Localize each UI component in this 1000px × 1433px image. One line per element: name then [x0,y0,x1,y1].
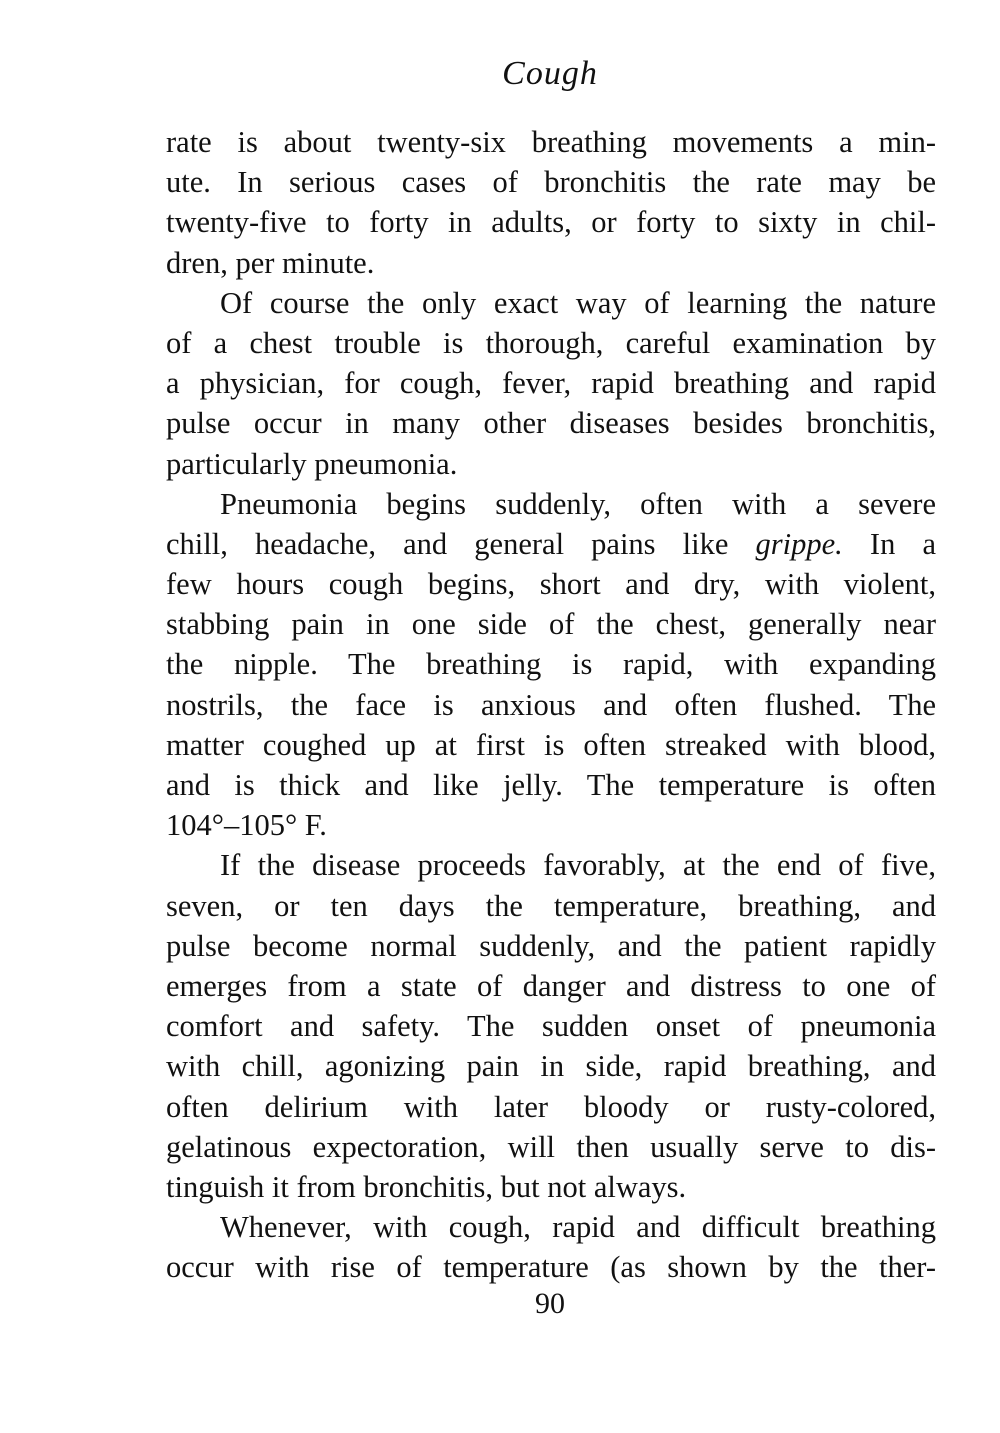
text-line [166,524,936,564]
text-line: Pneumonia begins suddenly, often with a severe [220,486,936,521]
text-line: matter coughed up at first is often streaked with blood, [166,727,936,762]
text-line: If the disease proceeds favorably, at the end of five, [220,848,936,883]
text-line: tinguish it from bronchitis, but not always. [166,1169,687,1204]
page-number: 90 [535,1287,565,1320]
text-line: often delirium with later bloody or rusty-colored, [166,1089,936,1124]
text-line: dren, per minute. [166,245,375,280]
text-line: nostrils, the face is anxious and often flushed. The [166,687,936,722]
text-line: of a chest trouble is thorough, careful examination by [166,325,936,360]
text-line: seven, or ten days the temperature, breathing, and [166,888,936,923]
text-line: the nipple. The breathing is rapid, with expanding [166,647,936,682]
paragraph [166,122,936,283]
paragraph [166,484,936,846]
text-line: Whenever, with cough, rapid and difficult breathing [220,1210,936,1245]
text-line: Of course the only exact way of learning the nature [220,285,936,320]
text-line: stabbing pain in one side of the chest, generally near [166,607,936,642]
paragraph [166,283,936,484]
text-line: rate is about twenty-six breathing movements a min- [166,125,936,159]
text-line: gelatinous expectoration, will then usually serve to dis- [166,1129,936,1164]
body-text [166,122,936,1287]
text-run: In a [842,526,936,561]
text-line: and is thick and like jelly. The temperature is often [166,768,936,802]
text-line: emerges from a state of danger and distress to one of [166,968,936,1003]
text-line: a physician, for cough, fever, rapid breathing and rapid [166,366,936,401]
text-line: ute. In serious cases of bronchitis the rate may be [166,165,936,200]
text-line: 104°–105° F. [166,808,327,843]
text-run: chill, headache, and general pains like [166,526,756,561]
paragraph [166,1207,936,1287]
text-line: with chill, agonizing pain in side, rapid breathing, and [166,1049,936,1084]
italic-term: grippe. [755,526,843,561]
text-line: comfort and safety. The sudden onset of pneumonia [166,1009,936,1044]
text-line: pulse occur in many other diseases besides bronchitis, [166,406,936,441]
text-line: occur with rise of temperature (as shown by the ther- [166,1250,936,1285]
text-line: particularly pneumonia. [166,446,458,481]
text-line: twenty-five to forty in adults, or forty to sixty in chil- [166,205,936,240]
paragraph [166,845,936,1207]
text-line: pulse become normal suddenly, and the patient rapidly [166,928,936,963]
running-head: Cough [502,55,598,92]
text-line: few hours cough begins, short and dry, with violent, [166,567,936,602]
